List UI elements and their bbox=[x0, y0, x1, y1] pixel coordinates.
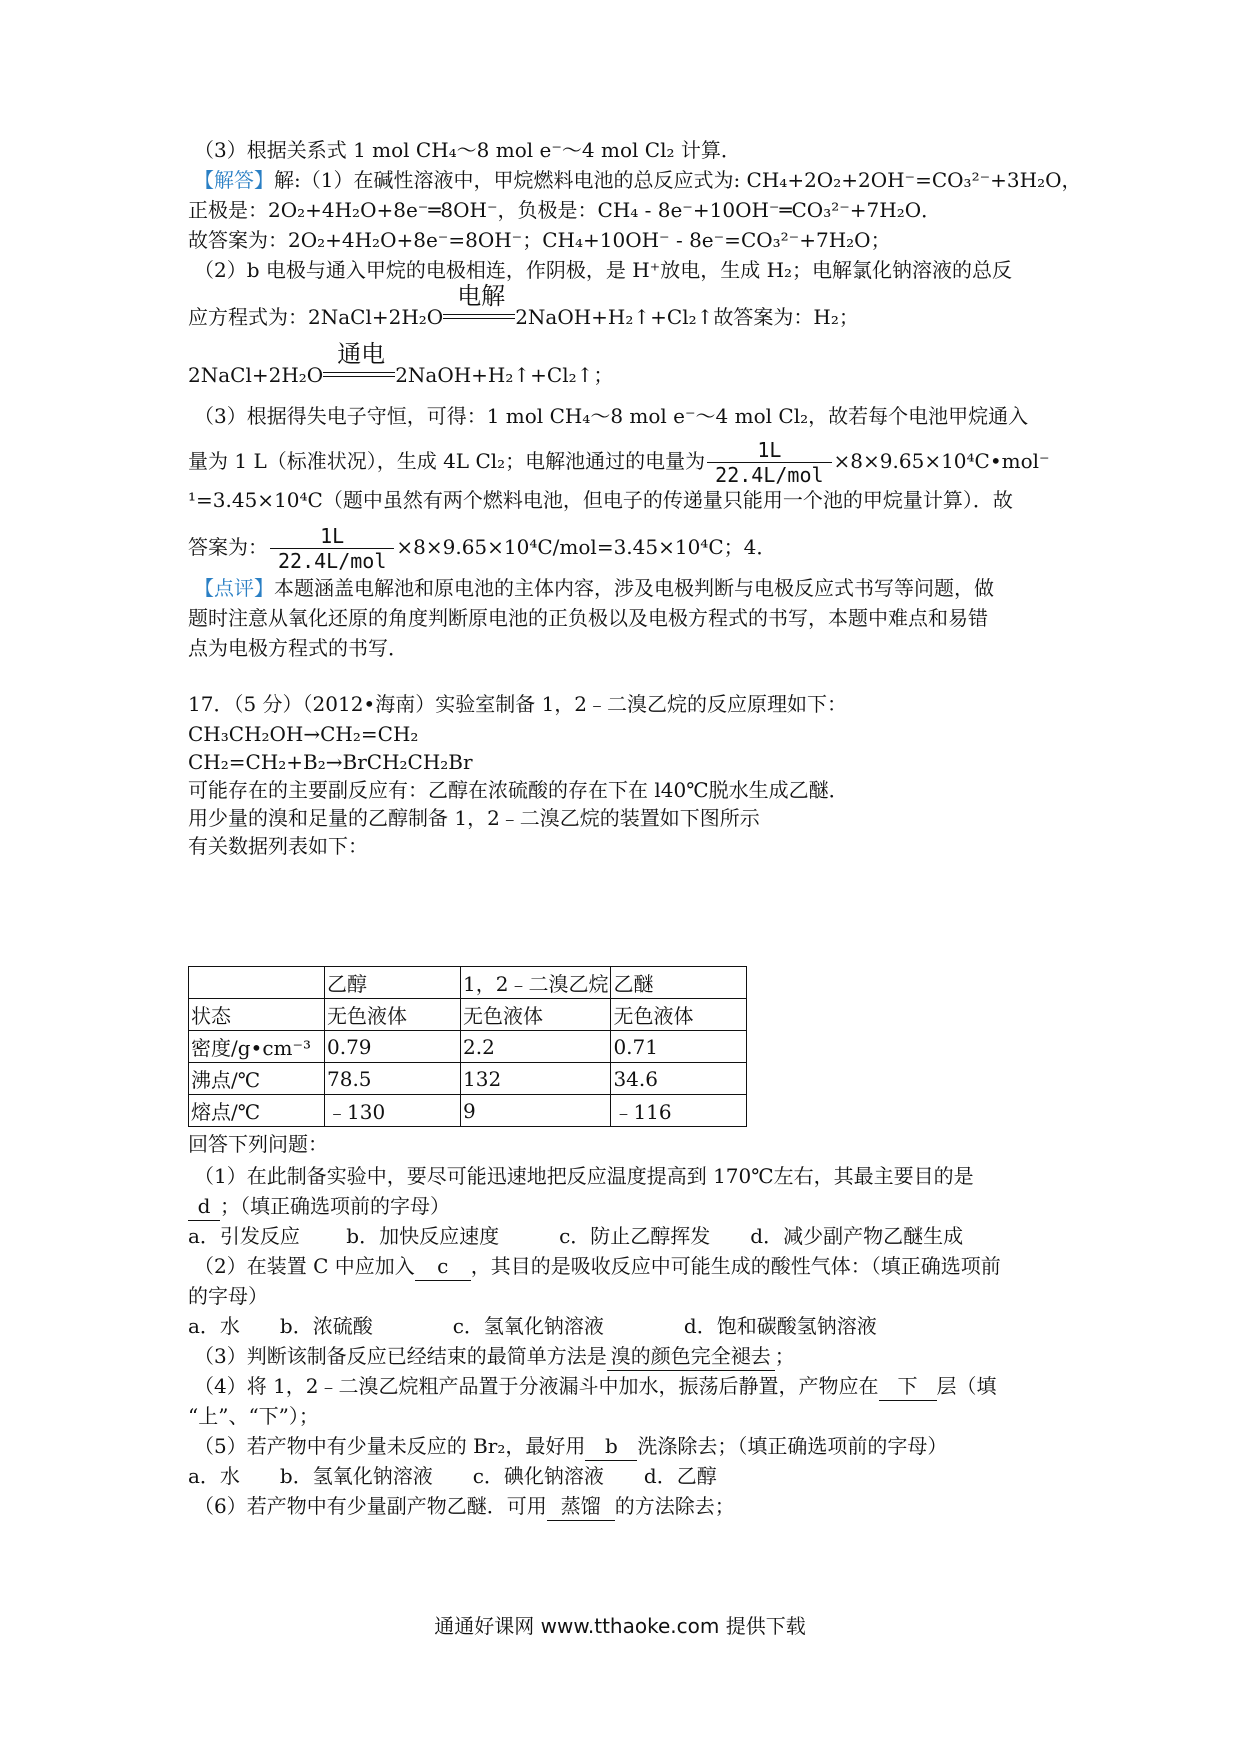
table-row bbox=[189, 1031, 747, 1063]
table-cell: 状态 bbox=[189, 999, 325, 1031]
fraction bbox=[707, 438, 831, 487]
equation-left: 2NaCl+2H₂O bbox=[188, 363, 324, 387]
fraction-denominator: 22.4L/mol bbox=[715, 463, 824, 487]
equation-right: 2NaOH+H₂↑+Cl₂↑故答案为：H₂； bbox=[515, 305, 859, 329]
answer-line-3b bbox=[188, 438, 1050, 487]
part5-text: 洗涤除去；（填正确选项前的字母） bbox=[637, 1434, 948, 1458]
q17-side-reaction: 可能存在的主要副反应有：乙醇在浓硫酸的存在下在 l40℃脱水生成乙醚． bbox=[188, 778, 849, 802]
q17-prompt: 回答下列问题： bbox=[188, 1132, 328, 1156]
part4-text: （4）将 1，2﹣二溴乙烷粗产品置于分液漏斗中加水，振荡后静置，产物应在 bbox=[194, 1374, 879, 1398]
table-row bbox=[189, 1095, 747, 1127]
comment-line-2: 题时注意从氧化还原的角度判断原电池的正负极以及电极方程式的书写，本题中难点和易错 bbox=[188, 606, 988, 630]
fraction-denominator: 22.4L/mol bbox=[278, 549, 387, 573]
part4-line-c: “上”、“下”）； bbox=[188, 1404, 319, 1428]
part1-text: ；（填正确选项前的字母） bbox=[220, 1194, 450, 1218]
fraction-numerator: 1L bbox=[270, 524, 394, 549]
reaction-condition: 电解 bbox=[457, 282, 506, 310]
answer-line-2b bbox=[188, 282, 859, 331]
answer-text: ×8×9.65×10⁴C/mol=3.45×10⁴C；4． bbox=[396, 535, 777, 559]
q17-title: 17．（5 分）（2012•海南）实验室制备 1，2﹣二溴乙烷的反应原理如下： bbox=[188, 692, 848, 716]
table-row bbox=[189, 1063, 747, 1095]
answer-line-2c bbox=[188, 340, 614, 389]
part6-line bbox=[194, 1492, 735, 1521]
answer-line-3d bbox=[188, 524, 776, 573]
part5-line bbox=[194, 1432, 947, 1461]
equation-left: 应方程式为：2NaCl+2H₂O bbox=[188, 305, 444, 329]
part2-text: （2）在装置 C 中应加入 bbox=[194, 1254, 415, 1278]
table-cell: 无色液体 bbox=[611, 999, 747, 1031]
table-row bbox=[189, 999, 747, 1031]
table-cell: 乙醇 bbox=[325, 967, 461, 999]
table-cell: 34.6 bbox=[611, 1063, 747, 1095]
fraction-numerator: 1L bbox=[707, 438, 831, 463]
q17-reaction-2: CH₂=CH₂+B₂→BrCH₂CH₂Br bbox=[188, 750, 473, 774]
page-footer: 通通好课网 www.tthaoke.com 提供下载 bbox=[434, 1614, 806, 1638]
part2-line-c: 的字母） bbox=[188, 1284, 268, 1308]
q16-part3-hint: （3）根据关系式 1 mol CH₄～8 mol e⁻～4 mol Cl₂ 计算． bbox=[194, 138, 741, 162]
comment-line-3: 点为电极方程式的书写． bbox=[188, 636, 408, 660]
part2-options: a．水 b．浓硫酸 c．氢氧化钠溶液 d．饱和碳酸氢钠溶液 bbox=[188, 1314, 877, 1338]
table-cell: 132 bbox=[461, 1063, 611, 1095]
answer-text-1a: 解:（1）在碱性溶液中，甲烷燃料电池的总反应式为: CH₄+2O₂+2OH⁻=CO₃²⁻+3H₂O， bbox=[274, 168, 1082, 192]
q17-table-intro: 有关数据列表如下： bbox=[188, 834, 368, 858]
part5-options: a．水 b．氢氧化钠溶液 c．碘化钠溶液 d．乙醇 bbox=[188, 1464, 717, 1488]
answer-text: ×8×9.65×10⁴C•mol⁻ bbox=[833, 449, 1050, 473]
part2-text: ，其目的是吸收反应中可能生成的酸性气体：（填正确选项前 bbox=[470, 1254, 1001, 1278]
answer-line-1b: 正极是：2O₂+4H₂O+8e⁻═8OH⁻，负极是：CH₄ - 8e⁻+10OH⁻═CO₃²⁻+7H₂O． bbox=[188, 198, 942, 222]
table-cell bbox=[189, 967, 325, 999]
fraction bbox=[270, 524, 394, 573]
comment-line-1 bbox=[194, 574, 994, 602]
part6-text: （6）若产物中有少量副产物乙醚．可用 bbox=[194, 1494, 547, 1518]
comment-text: 本题涵盖电解池和原电池的主体内容，涉及电极判断与电极反应式书写等问题，做 bbox=[274, 576, 994, 600]
answer-line-1a bbox=[194, 166, 1081, 194]
table-cell: ﹣130 bbox=[325, 1095, 461, 1127]
q17-setup: 用少量的溴和足量的乙醇制备 1，2﹣二溴乙烷的装置如下图所示 bbox=[188, 806, 760, 830]
answer-line-2a: （2）b 电极与通入甲烷的电极相连，作阴极，是 H⁺放电，生成 H₂；电解氯化钠溶液的总反 bbox=[194, 258, 1013, 282]
reaction-arrow bbox=[443, 282, 515, 328]
q17-reaction-1: CH₃CH₂OH→CH₂=CH₂ bbox=[188, 722, 419, 746]
table-header-row bbox=[189, 967, 747, 999]
answer-line-1c: 故答案为：2O₂+4H₂O+8e⁻=8OH⁻；CH₄+10OH⁻ - 8e⁻=CO₃²⁻+7H₂O； bbox=[188, 228, 891, 252]
table-cell: 熔点/℃ bbox=[189, 1095, 325, 1127]
table-cell: ﹣116 bbox=[611, 1095, 747, 1127]
part3-line bbox=[194, 1342, 795, 1371]
part3-text: ； bbox=[774, 1344, 795, 1368]
part6-text: 的方法除去； bbox=[614, 1494, 735, 1518]
answer-blank: 下 bbox=[879, 1372, 937, 1401]
answer-text: 量为 1 L（标准状况），生成 4L Cl₂；电解池通过的电量为 bbox=[188, 449, 706, 473]
table-cell: 78.5 bbox=[325, 1063, 461, 1095]
answer-tag: 【解答】 bbox=[194, 168, 274, 192]
answer-line-3c: ¹=3.45×10⁴C（题中虽然有两个燃料电池，但电子的传递量只能用一个池的甲烷量计算）．故 bbox=[188, 488, 1013, 512]
reaction-condition: 通电 bbox=[337, 340, 386, 368]
part3-text: （3）判断该制备反应已经结束的最简单方法是 bbox=[194, 1344, 607, 1368]
answer-blank: b bbox=[585, 1432, 637, 1461]
comment-tag: 【点评】 bbox=[194, 576, 274, 600]
answer-blank: d bbox=[188, 1192, 220, 1221]
part4-text: 层（填 bbox=[936, 1374, 997, 1398]
answer-text: 答案为： bbox=[188, 535, 268, 559]
answer-blank: 蒸馏 bbox=[547, 1492, 615, 1521]
table-cell: 1，2﹣二溴乙烷 bbox=[461, 967, 611, 999]
table-cell: 0.71 bbox=[611, 1031, 747, 1063]
table-cell: 乙醚 bbox=[611, 967, 747, 999]
part1-line-b bbox=[188, 1192, 450, 1221]
table-cell: 2.2 bbox=[461, 1031, 611, 1063]
data-table bbox=[188, 966, 747, 1127]
table-cell: 沸点/℃ bbox=[189, 1063, 325, 1095]
answer-blank: c bbox=[415, 1252, 471, 1281]
part1-line-a: （1）在此制备实验中，要尽可能迅速地把反应温度提高到 170℃左右，其最主要目的是 bbox=[194, 1164, 974, 1188]
reaction-arrow bbox=[323, 340, 395, 386]
part2-line-a bbox=[194, 1252, 1001, 1281]
table-cell: 9 bbox=[461, 1095, 611, 1127]
table-cell: 无色液体 bbox=[325, 999, 461, 1031]
equation-right: 2NaOH+H₂↑+Cl₂↑； bbox=[395, 363, 614, 387]
part4-line-a bbox=[194, 1372, 997, 1401]
part1-options: a．引发反应 b．加快反应速度 c．防止乙醇挥发 d．减少副产物乙醚生成 bbox=[188, 1224, 964, 1248]
answer-blank: 溴的颜色完全褪去 bbox=[607, 1342, 775, 1371]
table-cell: 0.79 bbox=[325, 1031, 461, 1063]
part5-text: （5）若产物中有少量未反应的 Br₂，最好用 bbox=[194, 1434, 586, 1458]
table-cell: 密度/g•cm⁻³ bbox=[189, 1031, 325, 1063]
table-cell: 无色液体 bbox=[461, 999, 611, 1031]
answer-line-3a: （3）根据得失电子守恒，可得：1 mol CH₄～8 mol e⁻～4 mol Cl₂，故若每个电池甲烷通入 bbox=[194, 404, 1029, 428]
